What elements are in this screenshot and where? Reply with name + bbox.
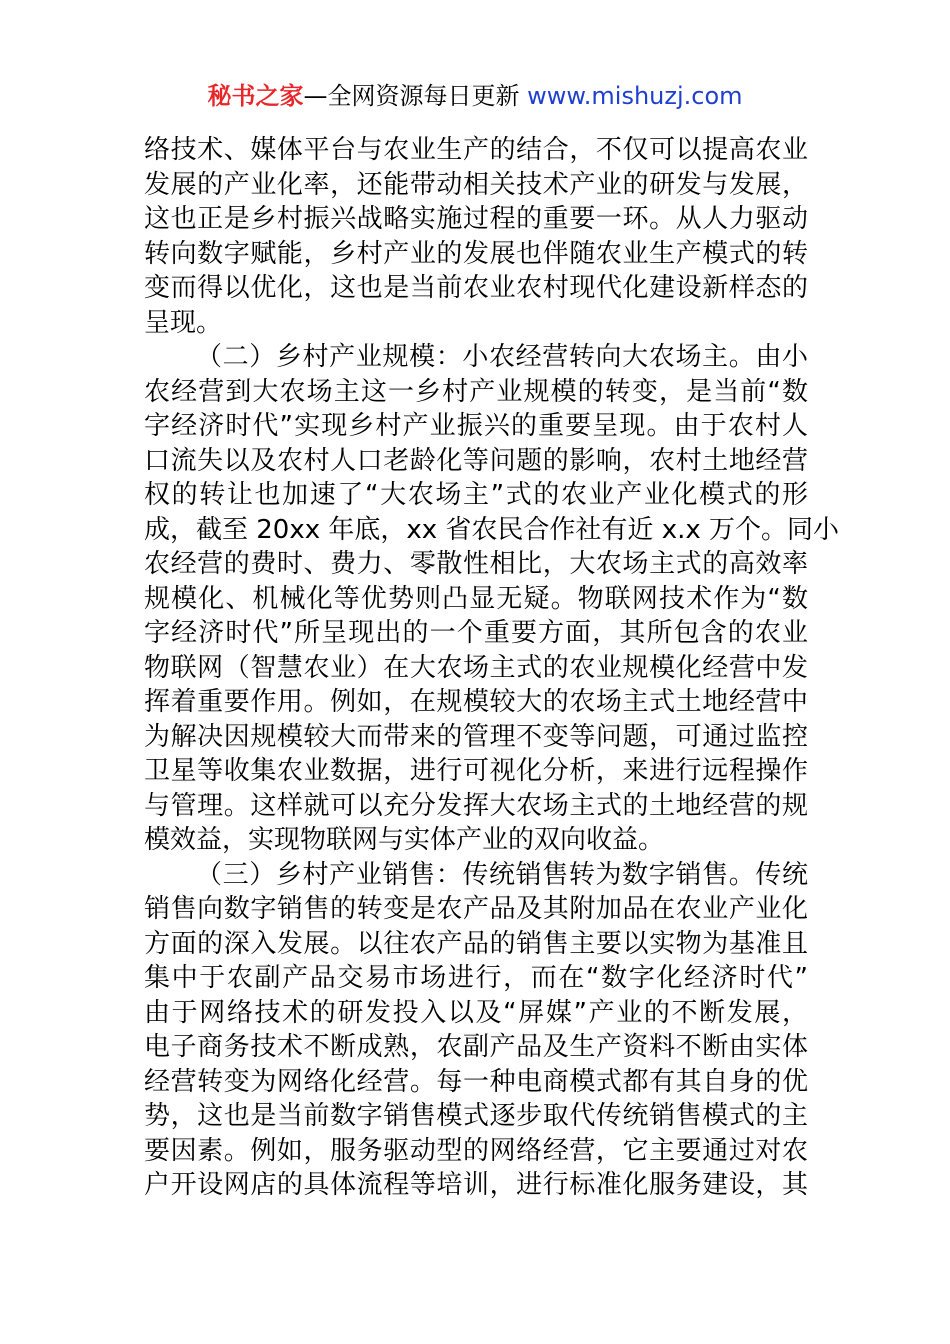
body-line: 字经济时代”所呈现出的一个重要方面，其所包含的农业 bbox=[144, 618, 808, 648]
body-line: 销售向数字销售的转变是农产品及其附加品在农业产业化 bbox=[144, 894, 808, 924]
document-body bbox=[144, 133, 839, 1203]
site-header bbox=[0, 80, 950, 112]
body-line: 电子商务技术不断成熟，农副产品及生产资料不断由实体 bbox=[144, 1032, 808, 1062]
body-line: 口流失以及农村人口老龄化等问题的影响，农村土地经营 bbox=[144, 445, 808, 476]
body-line: 发展的产业化率，还能带动相关技术产业的研发与发展， bbox=[144, 169, 808, 200]
body-line: 卫星等收集农业数据，进行可视化分析，来进行远程操作 bbox=[144, 756, 808, 786]
body-line-paragraph-end: 模效益，实现物联网与实体产业的双向收益。 bbox=[144, 825, 665, 855]
body-line: 与管理。这样就可以充分发挥大农场主式的土地经营的规 bbox=[144, 790, 808, 821]
body-line: 集中于农副产品交易市场进行，而在“数字化经济时代” bbox=[144, 963, 808, 993]
body-line: 物联网（智慧农业）在大农场主式的农业规模化经营中发 bbox=[144, 652, 808, 683]
body-line: 字经济时代”实现乡村产业振兴的重要呈现。由于农村人 bbox=[144, 411, 808, 441]
body-line: 农经营的费时、费力、零散性相比，大农场主式的高效率 bbox=[144, 549, 808, 579]
body-line: 农经营到大农场主这一乡村产业规模的转变，是当前“数 bbox=[144, 376, 808, 407]
body-line: 势，这也是当前数字销售模式逐步取代传统销售模式的主 bbox=[144, 1101, 808, 1131]
body-line: 权的转让也加速了“大农场主”式的农业产业化模式的形 bbox=[144, 480, 808, 510]
body-line: 转向数字赋能，乡村产业的发展也伴随农业生产模式的转 bbox=[144, 238, 808, 269]
brand-name: 秘书之家 bbox=[207, 82, 304, 110]
body-line: 成，截至 20xx 年底，xx 省农民合作社有近 x.x 万个。同小 bbox=[144, 514, 839, 545]
site-url-link[interactable]: www.mishuzj.com bbox=[527, 82, 743, 110]
section-heading-line: （二）乡村产业规模：小农经营转向大农场主。由小 bbox=[196, 342, 808, 372]
body-line: 挥着重要作用。例如，在规模较大的农场主式土地经营中 bbox=[144, 687, 808, 717]
body-line: 要因素。例如，服务驱动型的网络经营，它主要通过对农 bbox=[144, 1135, 808, 1166]
body-line: 户开设网店的具体流程等培训，进行标准化服务建设，其 bbox=[144, 1170, 808, 1200]
body-line: 由于网络技术的研发投入以及“屏媒”产业的不断发展， bbox=[144, 997, 808, 1028]
body-line: 为解决因规模较大而带来的管理不变等问题，可通过监控 bbox=[144, 721, 808, 752]
body-line: 这也正是乡村振兴战略实施过程的重要一环。从人力驱动 bbox=[144, 204, 808, 234]
body-line-paragraph-end: 呈现。 bbox=[144, 307, 223, 338]
body-line: 规模化、机械化等优势则凸显无疑。物联网技术作为“数 bbox=[144, 583, 808, 614]
section-heading-line: （三）乡村产业销售：传统销售转为数字销售。传统 bbox=[196, 859, 808, 890]
body-line: 经营转变为网络化经营。每一种电商模式都有其自身的优 bbox=[144, 1066, 808, 1097]
body-line: 方面的深入发展。以往农产品的销售主要以实物为基准且 bbox=[144, 928, 808, 959]
body-line: 变而得以优化，这也是当前农业农村现代化建设新样态的 bbox=[144, 273, 808, 303]
header-tagline: —全网资源每日更新 bbox=[303, 82, 528, 110]
body-line: 络技术、媒体平台与农业生产的结合，不仅可以提高农业 bbox=[144, 135, 808, 165]
